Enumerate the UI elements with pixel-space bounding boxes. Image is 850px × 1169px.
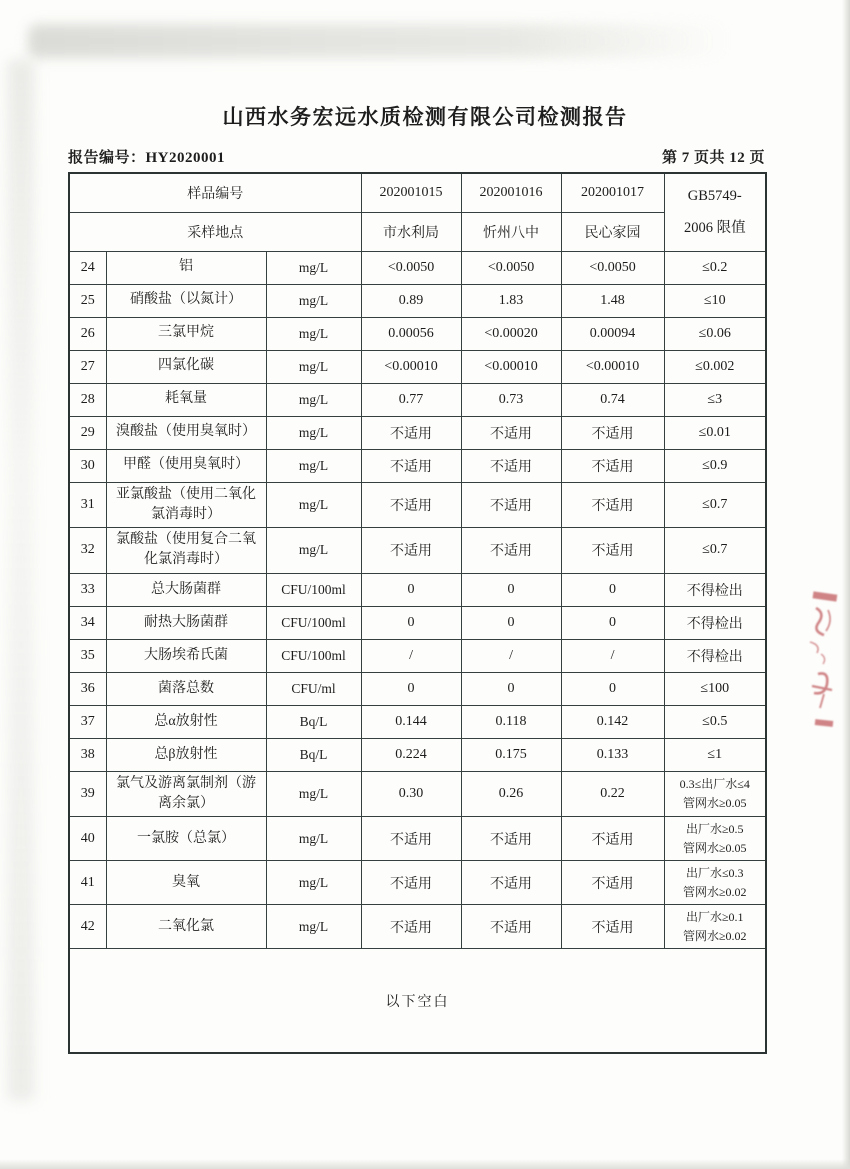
cell-value-s1: 0.89 xyxy=(361,284,461,317)
cell-no: 38 xyxy=(69,738,106,771)
table-row xyxy=(69,672,766,705)
cell-value-s2: / xyxy=(461,639,561,672)
cell-value-s3: <0.0050 xyxy=(561,251,664,284)
cell-no: 30 xyxy=(69,449,106,482)
cell-value-s1: 0.00056 xyxy=(361,317,461,350)
cell-unit: CFU/100ml xyxy=(266,639,361,672)
cell-unit: mg/L xyxy=(266,251,361,284)
page-edge-right xyxy=(842,0,850,1169)
cell-value-s2: 0.118 xyxy=(461,705,561,738)
cell-no: 31 xyxy=(69,482,106,528)
limit-line-1: 0.3≤出厂水≤4 xyxy=(679,777,750,792)
limit-column-header xyxy=(664,173,766,251)
cell-no: 34 xyxy=(69,606,106,639)
table-row xyxy=(69,817,766,861)
cell-value-s3: 0.142 xyxy=(561,705,664,738)
cell-value-s3: 不适用 xyxy=(561,482,664,528)
limit-header-line2: 2006 限值 xyxy=(683,220,746,237)
cell-value-s2: 不适用 xyxy=(461,528,561,574)
cell-limit: ≤0.002 xyxy=(664,350,766,383)
cell-parameter: 铝 xyxy=(106,251,266,284)
cell-unit: mg/L xyxy=(266,528,361,574)
table-row xyxy=(69,528,766,574)
cell-unit: mg/L xyxy=(266,317,361,350)
header-row-sample-id xyxy=(69,173,766,212)
cell-value-s3: <0.00010 xyxy=(561,350,664,383)
cell-value-s2: <0.0050 xyxy=(461,251,561,284)
scan-smudge-top xyxy=(28,24,728,58)
cell-parameter: 大肠埃希氏菌 xyxy=(106,639,266,672)
limit-header-line1: GB5749- xyxy=(687,188,742,205)
cell-unit: mg/L xyxy=(266,817,361,861)
page-indicator: 第 7 页共 12 页 xyxy=(661,150,765,166)
cell-parameter: 甲醛（使用臭氧时） xyxy=(106,449,266,482)
cell-value-s1: 不适用 xyxy=(361,449,461,482)
table-row xyxy=(69,317,766,350)
cell-limit: ≤0.06 xyxy=(664,317,766,350)
cell-limit xyxy=(664,771,766,817)
cell-value-s3: 不适用 xyxy=(561,861,664,905)
report-title: 山西水务宏远水质检测有限公司检测报告 xyxy=(222,105,628,129)
cell-limit: ≤1 xyxy=(664,738,766,771)
cell-limit: ≤100 xyxy=(664,672,766,705)
cell-no: 26 xyxy=(69,317,106,350)
cell-value-s3: 1.48 xyxy=(561,284,664,317)
cell-unit: mg/L xyxy=(266,449,361,482)
cell-value-s1: 0.144 xyxy=(361,705,461,738)
report-number: 报告编号：HY2020001 xyxy=(68,150,226,166)
cell-value-s1: 不适用 xyxy=(361,528,461,574)
cell-parameter: 亚氯酸盐（使用二氧化氯消毒时） xyxy=(106,482,266,528)
cell-value-s2: 0 xyxy=(461,573,561,606)
limit-line-2: 管网水≥0.02 xyxy=(682,928,747,943)
table-row xyxy=(69,738,766,771)
cell-value-s3: / xyxy=(561,639,664,672)
cell-value-s1: 不适用 xyxy=(361,482,461,528)
cell-unit: mg/L xyxy=(266,383,361,416)
cell-parameter: 耗氧量 xyxy=(106,383,266,416)
report-meta-row xyxy=(68,146,765,167)
cell-no: 33 xyxy=(69,573,106,606)
cell-limit: 不得检出 xyxy=(664,573,766,606)
limit-line-1: 出厂水≥0.5 xyxy=(685,822,744,837)
cell-unit: mg/L xyxy=(266,905,361,949)
location-label: 采样地点 xyxy=(69,212,361,251)
cell-parameter: 一氯胺（总氯） xyxy=(106,817,266,861)
cell-value-s2: <0.00020 xyxy=(461,317,561,350)
cell-value-s1: 0.77 xyxy=(361,383,461,416)
cell-value-s2: 不适用 xyxy=(461,817,561,861)
cell-value-s2: 不适用 xyxy=(461,482,561,528)
cell-value-s2: 1.83 xyxy=(461,284,561,317)
cell-value-s2: 0.175 xyxy=(461,738,561,771)
cell-value-s2: 0.26 xyxy=(461,771,561,817)
cell-unit: mg/L xyxy=(266,861,361,905)
cell-parameter: 二氧化氯 xyxy=(106,905,266,949)
location-2: 忻州八中 xyxy=(461,212,561,251)
cell-parameter: 三氯甲烷 xyxy=(106,317,266,350)
cell-no: 36 xyxy=(69,672,106,705)
cell-value-s3: 0.00094 xyxy=(561,317,664,350)
cell-unit: CFU/ml xyxy=(266,672,361,705)
page-edge-bottom xyxy=(0,1159,850,1169)
cell-no: 40 xyxy=(69,817,106,861)
cell-value-s1: <0.0050 xyxy=(361,251,461,284)
cell-value-s3: 0.133 xyxy=(561,738,664,771)
sample-id-2: 202001016 xyxy=(461,173,561,212)
cell-value-s2: 不适用 xyxy=(461,416,561,449)
cell-unit: CFU/100ml xyxy=(266,573,361,606)
location-1: 市水利局 xyxy=(361,212,461,251)
cell-limit: ≤3 xyxy=(664,383,766,416)
table-row xyxy=(69,482,766,528)
cell-parameter: 耐热大肠菌群 xyxy=(106,606,266,639)
cell-no: 24 xyxy=(69,251,106,284)
cell-limit: ≤0.9 xyxy=(664,449,766,482)
location-3: 民心家园 xyxy=(561,212,664,251)
cell-value-s3: 不适用 xyxy=(561,449,664,482)
cell-parameter: 溴酸盐（使用臭氧时） xyxy=(106,416,266,449)
cell-value-s1: 0 xyxy=(361,606,461,639)
cell-value-s2: 0 xyxy=(461,672,561,705)
cell-no: 41 xyxy=(69,861,106,905)
cell-unit: Bq/L xyxy=(266,738,361,771)
cell-value-s3: 0 xyxy=(561,573,664,606)
table-row xyxy=(69,905,766,949)
cell-limit: 不得检出 xyxy=(664,606,766,639)
cell-value-s3: 0.74 xyxy=(561,383,664,416)
cell-no: 29 xyxy=(69,416,106,449)
cell-parameter: 总β放射性 xyxy=(106,738,266,771)
cell-limit: ≤0.7 xyxy=(664,528,766,574)
cell-limit: 不得检出 xyxy=(664,639,766,672)
cell-no: 42 xyxy=(69,905,106,949)
cell-no: 39 xyxy=(69,771,106,817)
cell-no: 28 xyxy=(69,383,106,416)
cell-no: 35 xyxy=(69,639,106,672)
cell-unit: Bq/L xyxy=(266,705,361,738)
cell-parameter: 菌落总数 xyxy=(106,672,266,705)
results-table xyxy=(68,172,767,1054)
cell-no: 32 xyxy=(69,528,106,574)
cell-value-s3: 0 xyxy=(561,672,664,705)
table-row xyxy=(69,573,766,606)
table-row xyxy=(69,705,766,738)
cell-limit xyxy=(664,817,766,861)
cell-value-s3: 不适用 xyxy=(561,528,664,574)
sample-id-3: 202001017 xyxy=(561,173,664,212)
cell-limit: ≤10 xyxy=(664,284,766,317)
cell-value-s1: 0.224 xyxy=(361,738,461,771)
cell-value-s3: 不适用 xyxy=(561,905,664,949)
scan-smudge-left xyxy=(8,60,34,1100)
cell-unit: mg/L xyxy=(266,350,361,383)
cell-value-s3: 0 xyxy=(561,606,664,639)
table-row xyxy=(69,383,766,416)
cell-value-s1: 0 xyxy=(361,573,461,606)
cell-parameter: 总α放射性 xyxy=(106,705,266,738)
cell-value-s2: 0 xyxy=(461,606,561,639)
limit-line-2: 管网水≥0.05 xyxy=(682,840,747,855)
cell-unit: mg/L xyxy=(266,284,361,317)
table-row xyxy=(69,284,766,317)
cell-value-s1: 不适用 xyxy=(361,416,461,449)
cell-value-s3: 不适用 xyxy=(561,416,664,449)
cell-value-s2: 不适用 xyxy=(461,861,561,905)
cell-parameter: 氯酸盐（使用复合二氧化氯消毒时） xyxy=(106,528,266,574)
cell-limit: ≤0.2 xyxy=(664,251,766,284)
cell-unit: CFU/100ml xyxy=(266,606,361,639)
sample-id-1: 202001015 xyxy=(361,173,461,212)
table-row xyxy=(69,350,766,383)
cell-parameter: 总大肠菌群 xyxy=(106,573,266,606)
cell-limit: ≤0.7 xyxy=(664,482,766,528)
cell-value-s1: 不适用 xyxy=(361,861,461,905)
cell-no: 25 xyxy=(69,284,106,317)
blank-note: 以下空白 xyxy=(69,949,766,1053)
cell-value-s1: 0 xyxy=(361,672,461,705)
table-row xyxy=(69,861,766,905)
cell-parameter: 臭氧 xyxy=(106,861,266,905)
cell-parameter: 氯气及游离氯制剂（游离余氯） xyxy=(106,771,266,817)
cell-value-s3: 0.22 xyxy=(561,771,664,817)
cell-limit xyxy=(664,905,766,949)
limit-line-1: 出厂水≤0.3 xyxy=(685,866,744,881)
cell-value-s1: / xyxy=(361,639,461,672)
limit-line-1: 出厂水≥0.1 xyxy=(685,910,744,925)
cell-value-s1: 不适用 xyxy=(361,817,461,861)
sample-id-label: 样品编号 xyxy=(69,173,361,212)
table-row xyxy=(69,251,766,284)
cell-value-s2: 不适用 xyxy=(461,905,561,949)
cell-value-s3: 不适用 xyxy=(561,817,664,861)
header-row-location xyxy=(69,212,766,251)
cell-limit: ≤0.01 xyxy=(664,416,766,449)
cell-value-s2: 不适用 xyxy=(461,449,561,482)
table-row xyxy=(69,449,766,482)
limit-line-2: 管网水≥0.02 xyxy=(682,884,747,899)
cell-unit: mg/L xyxy=(266,482,361,528)
cell-limit: ≤0.5 xyxy=(664,705,766,738)
cell-unit: mg/L xyxy=(266,771,361,817)
cell-no: 37 xyxy=(69,705,106,738)
table-row xyxy=(69,639,766,672)
cell-value-s2: <0.00010 xyxy=(461,350,561,383)
cell-parameter: 四氯化碳 xyxy=(106,350,266,383)
table-row xyxy=(69,416,766,449)
table-row xyxy=(69,606,766,639)
cell-unit: mg/L xyxy=(266,416,361,449)
cell-limit xyxy=(664,861,766,905)
table-row xyxy=(69,771,766,817)
cell-parameter: 硝酸盐（以氮计） xyxy=(106,284,266,317)
cell-value-s1: 不适用 xyxy=(361,905,461,949)
cell-no: 27 xyxy=(69,350,106,383)
cell-value-s1: <0.00010 xyxy=(361,350,461,383)
cell-value-s1: 0.30 xyxy=(361,771,461,817)
cell-value-s2: 0.73 xyxy=(461,383,561,416)
limit-line-2: 管网水≥0.05 xyxy=(682,795,747,810)
blank-footer-row xyxy=(69,949,766,1053)
